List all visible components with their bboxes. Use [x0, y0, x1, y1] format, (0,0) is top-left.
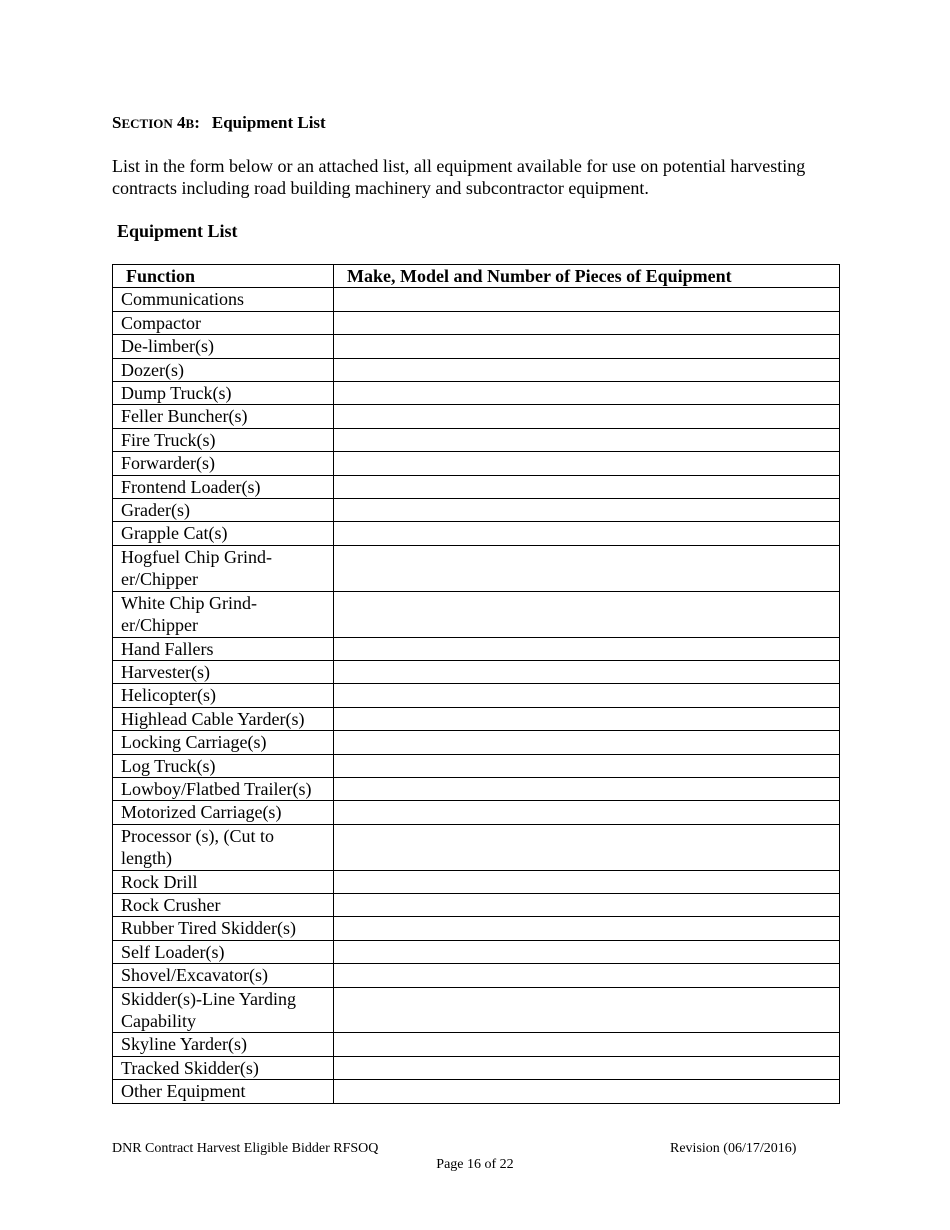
function-cell: Forwarder(s) [113, 452, 334, 475]
function-cell: Grader(s) [113, 499, 334, 522]
equipment-table-body [113, 288, 840, 1103]
section-number-first: 4 [172, 113, 186, 132]
equipment-entry-cell[interactable] [334, 1056, 840, 1079]
table-row [113, 893, 840, 916]
function-cell: Other Equipment [113, 1080, 334, 1103]
equipment-entry-cell[interactable] [334, 545, 840, 591]
table-row [113, 288, 840, 311]
section-number-rest: B [185, 116, 195, 131]
equipment-entry-cell[interactable] [334, 707, 840, 730]
table-row [113, 475, 840, 498]
table-row [113, 358, 840, 381]
equipment-entry-cell[interactable] [334, 824, 840, 870]
function-cell: White Chip Grind-er/Chipper [113, 591, 334, 637]
function-cell: Highlead Cable Yarder(s) [113, 707, 334, 730]
function-cell: De-limber(s) [113, 335, 334, 358]
function-cell: Skidder(s)-Line Yarding Capability [113, 987, 334, 1033]
function-cell: Skyline Yarder(s) [113, 1033, 334, 1056]
function-cell: Shovel/Excavator(s) [113, 964, 334, 987]
table-row [113, 311, 840, 334]
function-cell: Communications [113, 288, 334, 311]
equipment-entry-cell[interactable] [334, 917, 840, 940]
function-cell: Motorized Carriage(s) [113, 801, 334, 824]
equipment-entry-cell[interactable] [334, 335, 840, 358]
table-row [113, 777, 840, 800]
function-cell: Grapple Cat(s) [113, 522, 334, 545]
table-row [113, 545, 840, 591]
table-row [113, 405, 840, 428]
equipment-entry-cell[interactable] [334, 754, 840, 777]
table-row [113, 1033, 840, 1056]
intro-paragraph: List in the form below or an attached list, all equipment available for use on potential harvesting contracts including road building machinery and subcontractor equipment. [112, 156, 806, 198]
section-label-rest: ECTION [121, 116, 173, 131]
function-cell: Processor (s), (Cut to length) [113, 824, 334, 870]
section-label-first: S [112, 113, 122, 132]
equipment-entry-cell[interactable] [334, 311, 840, 334]
function-cell: Self Loader(s) [113, 940, 334, 963]
section-heading [112, 113, 326, 133]
equipment-entry-cell[interactable] [334, 777, 840, 800]
equipment-entry-cell[interactable] [334, 940, 840, 963]
table-row [113, 499, 840, 522]
function-cell: Locking Carriage(s) [113, 731, 334, 754]
function-cell: Fire Truck(s) [113, 428, 334, 451]
equipment-entry-cell[interactable] [334, 964, 840, 987]
equipment-entry-cell[interactable] [334, 522, 840, 545]
table-row [113, 660, 840, 683]
equipment-entry-cell[interactable] [334, 1080, 840, 1103]
table-row [113, 522, 840, 545]
equipment-list-title: Equipment List [117, 221, 238, 241]
equipment-entry-cell[interactable] [334, 358, 840, 381]
table-row [113, 1080, 840, 1103]
equipment-entry-cell[interactable] [334, 288, 840, 311]
equipment-entry-cell[interactable] [334, 684, 840, 707]
function-cell: Rock Drill [113, 870, 334, 893]
function-cell: Feller Buncher(s) [113, 405, 334, 428]
function-cell: Dozer(s) [113, 358, 334, 381]
table-row [113, 707, 840, 730]
table-header-row [113, 265, 840, 288]
function-cell: Compactor [113, 311, 334, 334]
equipment-entry-cell[interactable] [334, 893, 840, 916]
function-cell: Dump Truck(s) [113, 382, 334, 405]
function-cell: Frontend Loader(s) [113, 475, 334, 498]
equipment-entry-cell[interactable] [334, 405, 840, 428]
equipment-entry-cell[interactable] [334, 801, 840, 824]
function-cell: Rubber Tired Skidder(s) [113, 917, 334, 940]
equipment-entry-cell[interactable] [334, 637, 840, 660]
footer-revision: Revision (06/17/2016) [670, 1141, 797, 1156]
equipment-entry-cell[interactable] [334, 382, 840, 405]
table-row [113, 870, 840, 893]
header-make-model: Make, Model and Number of Pieces of Equipment [334, 265, 840, 288]
function-cell: Hand Fallers [113, 637, 334, 660]
equipment-entry-cell[interactable] [334, 731, 840, 754]
function-cell: Helicopter(s) [113, 684, 334, 707]
table-row [113, 801, 840, 824]
table-row [113, 754, 840, 777]
header-function: Function [113, 265, 334, 288]
function-cell: Tracked Skidder(s) [113, 1056, 334, 1079]
function-cell: Log Truck(s) [113, 754, 334, 777]
table-row [113, 940, 840, 963]
table-row [113, 917, 840, 940]
equipment-entry-cell[interactable] [334, 499, 840, 522]
section-colon: : [194, 113, 200, 132]
equipment-entry-cell[interactable] [334, 987, 840, 1033]
equipment-entry-cell[interactable] [334, 452, 840, 475]
table-row [113, 824, 840, 870]
equipment-entry-cell[interactable] [334, 1033, 840, 1056]
table-row [113, 382, 840, 405]
equipment-entry-cell[interactable] [334, 428, 840, 451]
function-cell: Harvester(s) [113, 660, 334, 683]
equipment-entry-cell[interactable] [334, 591, 840, 637]
function-cell: Rock Crusher [113, 893, 334, 916]
function-cell: Lowboy/Flatbed Trailer(s) [113, 777, 334, 800]
footer-page-number: Page 16 of 22 [436, 1157, 514, 1172]
equipment-table [112, 264, 840, 1104]
table-row [113, 731, 840, 754]
table-row [113, 964, 840, 987]
table-row [113, 591, 840, 637]
footer-document-name: DNR Contract Harvest Eligible Bidder RFSOQ [112, 1141, 379, 1156]
table-row [113, 335, 840, 358]
table-row [113, 684, 840, 707]
equipment-entry-cell[interactable] [334, 870, 840, 893]
section-title: Equipment List [211, 113, 326, 132]
function-cell: Hogfuel Chip Grind-er/Chipper [113, 545, 334, 591]
table-row [113, 637, 840, 660]
table-row [113, 987, 840, 1033]
table-row [113, 1056, 840, 1079]
table-row [113, 428, 840, 451]
table-row [113, 452, 840, 475]
equipment-entry-cell[interactable] [334, 475, 840, 498]
equipment-entry-cell[interactable] [334, 660, 840, 683]
